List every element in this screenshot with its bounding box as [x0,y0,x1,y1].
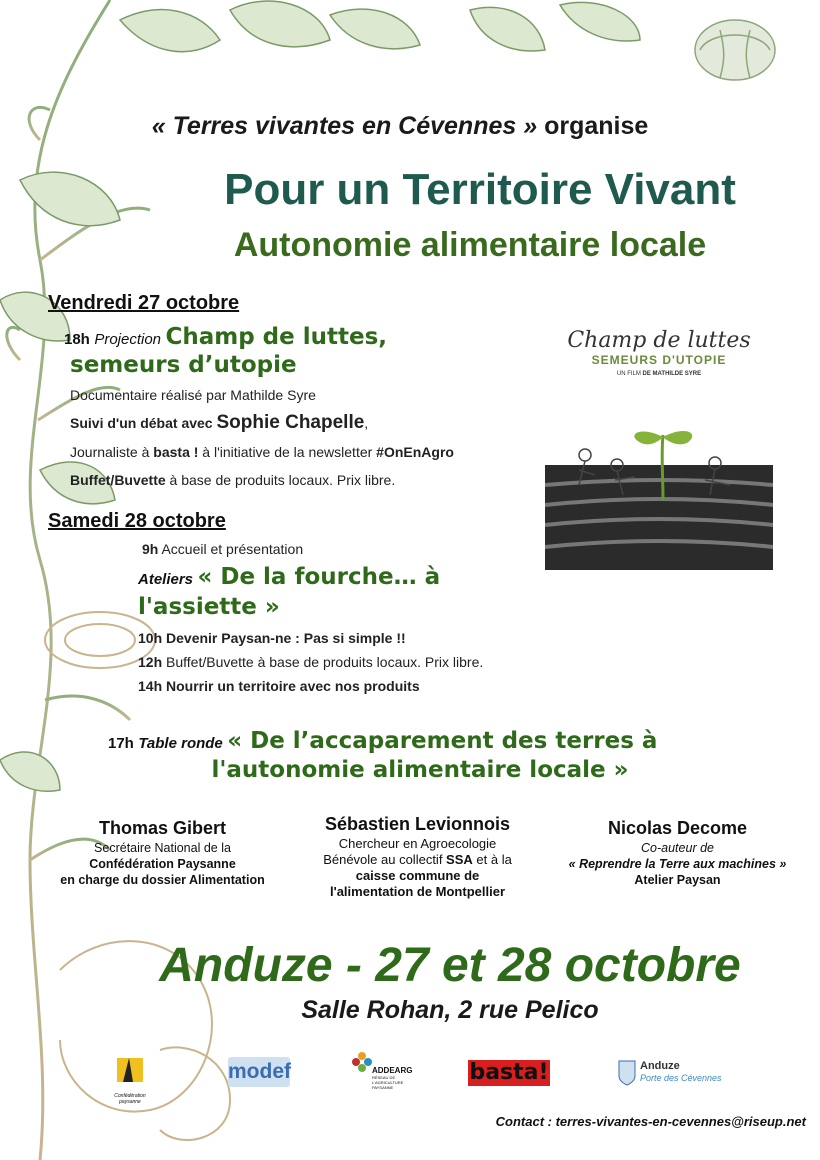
item1-time: 10h [138,630,163,646]
saturday-heading: Samedi 28 octobre [48,510,226,532]
subtitle: Autonomie alimentaire locale [233,226,707,264]
volunteer-suffix: et à la [472,852,512,867]
buffet-text: à base de produits locaux. Prix libre. [165,472,396,488]
confederation-logo-text: Confédération paysanne [114,1093,146,1105]
organizer-line [0,112,800,141]
modef-logo: modef [228,1057,290,1087]
welcome-time: 9h [142,541,159,557]
speaker-org-2: l'alimentation de Montpellier [330,884,505,899]
venue: Salle Rohan, 2 rue Pelico [301,996,599,1024]
poster-subtitle: SEMEURS D'UTOPIE [591,353,727,367]
poster-byline-name: DE MATHILDE SYRE [642,371,702,377]
journalist-outlet: basta ! [153,444,199,460]
item2-time: 12h [138,654,163,670]
speaker-role: Chercheur en Agroecologie [338,836,497,851]
projection-kind: Projection [94,331,162,348]
projection-time: 18h [64,331,90,348]
speaker-org: caisse commune de [355,868,480,883]
anduze-name: Anduze [640,1060,680,1072]
speaker-thomas-gibert [40,816,285,888]
addearg-name: ADDEARG [372,1066,413,1075]
journalist-mid: à l'initiative de la newsletter [198,444,377,460]
speaker-volunteer [295,852,540,868]
welcome-text: Accueil et présentation [158,541,304,557]
buffet-label: Buffet/Buvette [70,472,166,488]
speaker-org: Confédération Paysanne [89,857,236,871]
anduze-logo [618,1058,728,1088]
item2-text: Buffet/Buvette à base de produits locaux. Prix libre. [162,654,484,670]
round-title-2: l'autonomie alimentaire locale » [211,757,629,783]
anduze-shield-icon [618,1060,636,1086]
item1-text: Devenir Paysan-ne : Pas si simple !! [162,630,406,646]
debate-comma: , [364,415,369,431]
basta-logo: basta! [469,1060,549,1085]
poster-script-title: Champ de luttes [567,328,751,353]
organizer-name: « Terres vivantes en Cévennes » [151,112,538,140]
ateliers-label: Ateliers [138,571,194,588]
speaker-name: Sébastien Levionnois [324,814,511,834]
debate-line [70,412,368,434]
ateliers-title-2: l'assiette » [138,594,280,620]
speaker-role: Co-auteur de [641,841,714,855]
poster-field-illustration [545,425,773,575]
contact-line: Contact : terres-vivantes-en-cevennes@riseup.net [495,1114,806,1129]
film-poster [545,320,773,580]
addearg-flower-icon [352,1052,372,1072]
item3-text: Nourrir un territoire avec nos produits [162,678,420,694]
friday-projection [64,324,504,350]
friday-heading: Vendredi 27 octobre [48,292,240,314]
item3-time: 14h [138,678,163,694]
film-title-1: Champ de luttes, [165,324,388,350]
journalist-tag: #OnEnAgro [376,444,454,460]
speaker-duty: en charge du dossier Alimentation [60,873,265,887]
organizer-suffix: organise [537,112,649,140]
speaker-book: « Reprendre la Terre aux machines » [568,857,787,871]
documentary-credit: Documentaire réalisé par Mathilde Syre [70,387,316,403]
speaker-nicolas-decome [545,816,810,888]
debate-guest: Sophie Chapelle [216,412,365,433]
workshop-item-2 [138,654,483,670]
speaker-role: Secrétaire National de la [94,841,231,855]
journalist-line [70,444,454,460]
volunteer-prefix: Bénévole au collectif [323,852,447,867]
workshop-item-3 [138,678,420,694]
confederation-paysanne-logo [108,1052,152,1105]
main-title: Pour un Territoire Vivant [224,165,736,214]
welcome-line [142,541,303,557]
confederation-logo-icon [115,1052,145,1088]
addearg-subtitle: RÉSEAU DE L'AGRICULTURE PAYSANNE [372,1075,404,1090]
place-date: Anduze - 27 et 28 octobre [159,939,741,992]
round-title-1: « De l’accaparement des terres à [227,728,658,754]
ateliers-title-1: « De la fourche… à [197,564,441,590]
round-label: Table ronde [138,735,223,752]
speaker-org: Atelier Paysan [634,873,721,887]
round-time: 17h [108,735,134,752]
round-table-line [108,728,657,754]
debate-prefix: Suivi d'un débat avec [70,415,213,431]
anduze-subtitle: Porte des Cévennes [640,1073,722,1083]
speaker-name: Thomas Gibert [98,818,227,838]
volunteer-ssa: SSA [446,852,473,867]
poster-byline [545,371,773,377]
poster-byline-prefix: UN FILM [616,371,643,377]
speaker-name: Nicolas Decome [607,818,748,838]
speaker-sebastien-levionnois [295,812,540,900]
ateliers-line [138,564,440,590]
workshop-item-1 [138,630,406,646]
journalist-prefix: Journaliste à [70,444,154,460]
film-title-2: semeurs d’utopie [70,352,297,378]
friday-buffet [70,472,395,488]
